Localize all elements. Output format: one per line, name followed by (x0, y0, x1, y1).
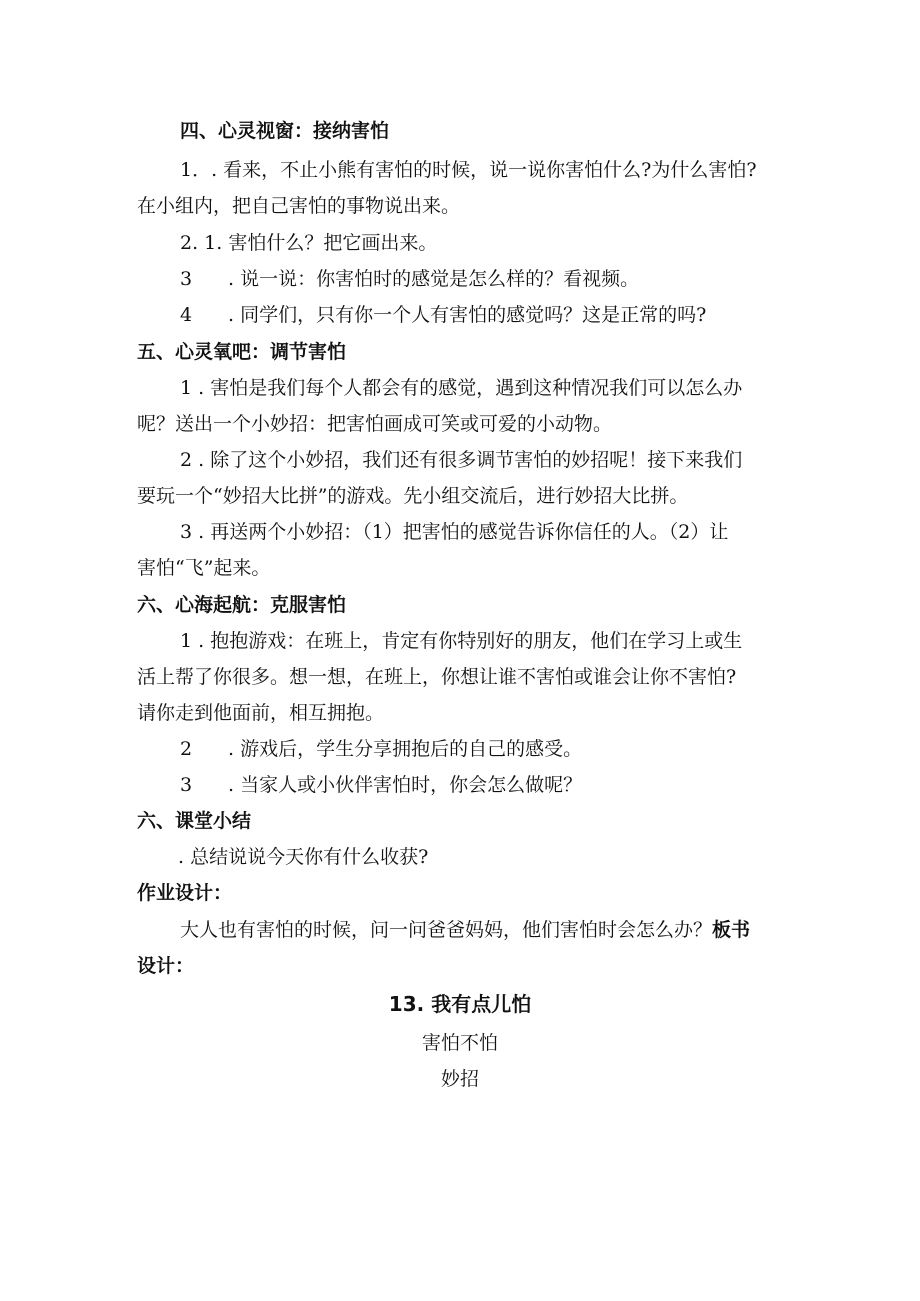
board-design-label: 板书 (712, 919, 751, 941)
section-6-item-2 (180, 736, 582, 762)
section-5-item-1-line-1: 1 . 害怕是我们每个人都会有的感觉，遇到这种情况我们可以怎么办 (180, 377, 743, 399)
section-4-item-1-line-2: 在小组内，把自己害怕的事物说出来。 (137, 195, 461, 217)
item-text: . 游戏后，学生分享拥抱后的自己的感受。 (228, 738, 583, 760)
item-number: 4 (180, 304, 193, 326)
board-line-1: 害怕不怕 (421, 1032, 498, 1054)
section-4-item-3 (180, 266, 639, 292)
section-5-item-3-line-2: 害怕“飞”起来。 (137, 557, 271, 579)
homework-heading: 作业设计： (137, 882, 233, 904)
section-5-item-2-line-1: 2 . 除了这个小妙招，我们还有很多调节害怕的妙招呢！接下来我们 (180, 449, 743, 471)
section-4-item-2: 2. 1. 害怕什么？把它画出来。 (180, 232, 438, 254)
homework-text: 大人也有害怕的时候，问一问爸爸妈妈，他们害怕时会怎么办？ (180, 919, 713, 941)
homework-text-line (180, 917, 750, 943)
section-6-item-1-line-3: 请你走到他面前，相互拥抱。 (137, 702, 385, 724)
section-6-item-3 (180, 772, 582, 798)
item-number: 3 (180, 774, 193, 796)
section-5-heading: 五、心灵氧吧：调节害怕 (137, 341, 347, 363)
section-4-item-1-line-1: 1．. 看来，不止小熊有害怕的时候，说一说你害怕什么?为什么害怕? (180, 159, 757, 181)
section-4-heading: 四、心灵视窗：接纳害怕 (180, 120, 390, 142)
item-text: . 同学们，只有你一个人有害怕的感觉吗？这是正常的吗? (228, 304, 707, 326)
item-text: . 当家人或小伙伴害怕时，你会怎么做呢？ (228, 774, 583, 796)
item-text: . 说一说：你害怕时的感觉是怎么样的？看视频。 (228, 268, 640, 290)
summary-text: . 总结说说今天你有什么收获? (178, 846, 429, 868)
section-5-item-2-line-2: 要玩一个“妙招大比拼”的游戏。先小组交流后，进行妙招大比拼。 (137, 485, 689, 507)
section-4-item-4 (180, 302, 706, 328)
board-title: 13. 我有点儿怕 (388, 992, 532, 1016)
section-6-item-1-line-2: 活上帮了你很多。想一想，在班上，你想让谁不害怕或谁会让你不害怕? (137, 666, 737, 688)
item-number: 3 (180, 268, 193, 290)
board-line-2: 妙招 (440, 1068, 479, 1090)
section-6-item-1-line-1: 1 . 抱抱游戏：在班上，肯定有你特别好的朋友，他们在学习上或生 (180, 630, 743, 652)
section-5-item-3-line-1: 3 . 再送两个小妙招：（1）把害怕的感觉告诉你信任的人。（2）让 (180, 521, 729, 543)
board-design-label-cont: 设计： (137, 955, 195, 977)
section-5-item-1-line-2: 呢？送出一个小妙招：把害怕画成可笑或可爱的小动物。 (137, 413, 613, 435)
item-number: 2 (180, 738, 193, 760)
summary-heading: 六、课堂小结 (137, 810, 252, 832)
section-6-heading: 六、心海起航：克服害怕 (137, 594, 347, 616)
